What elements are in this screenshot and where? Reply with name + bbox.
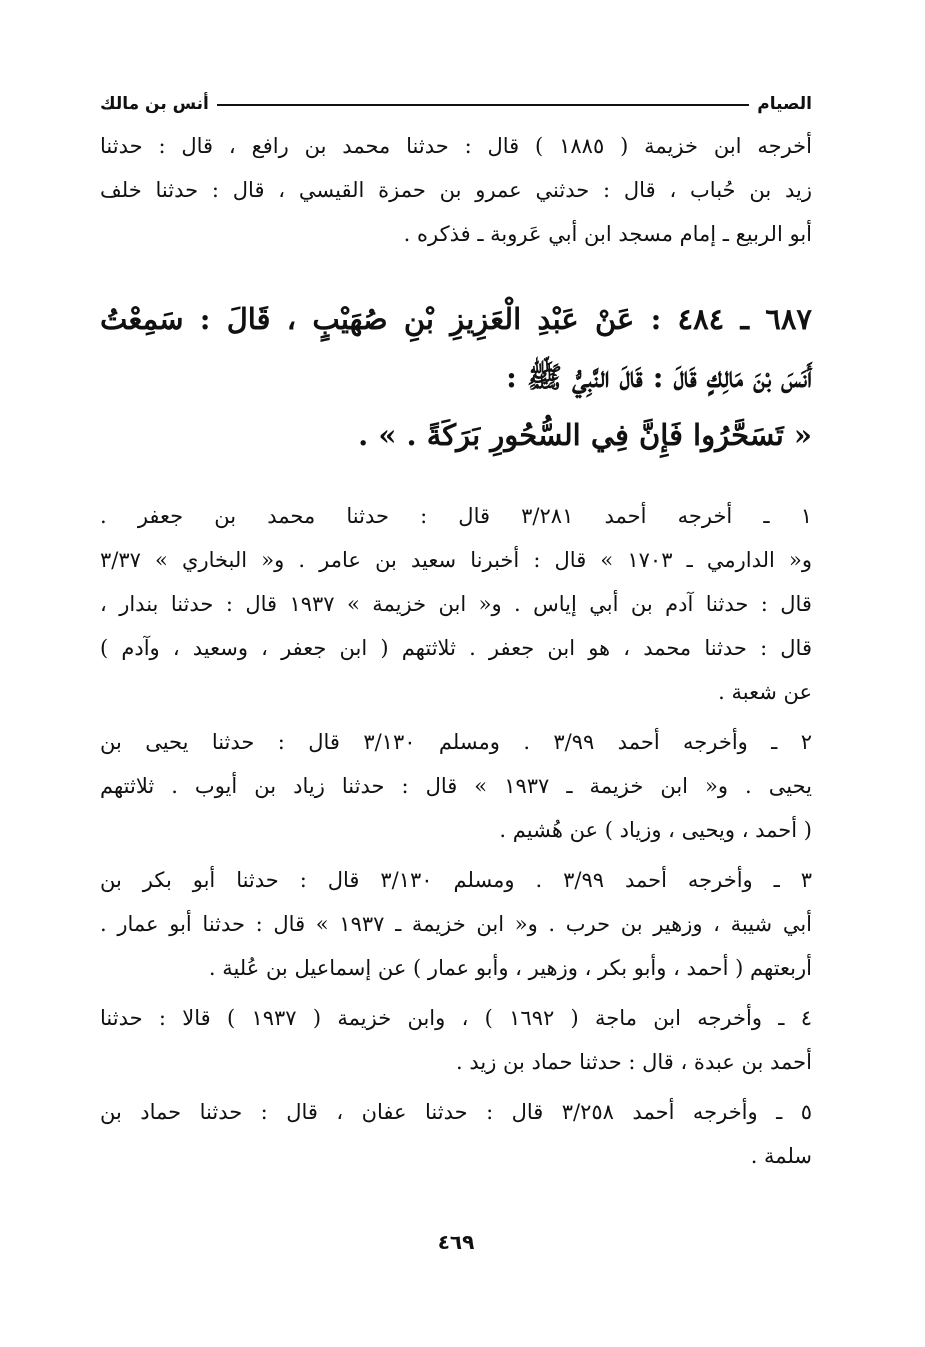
note-line: ١ ـ أخرجه أحمد ٣/٢٨١ قال : حدثنا محمد بن جعفر . [100,504,812,528]
note-4 [100,996,812,1084]
hadith-line: أَنَسَ بْنَ مَالِكٍ قَالَ : قَالَ النَّبِيُّ ﷺ : [506,360,812,394]
note-line: ٢ ـ وأخرجه أحمد ٣/٩٩ . ومسلم ٣/١٣٠ قال : حدثنا يحيى بن [100,730,812,754]
note-line: أحمد بن عبدة ، قال : حدثنا حماد بن زيد . [456,1050,812,1074]
note-line: أبي شيبة ، وزهير بن حرب . و« ابن خزيمة ـ ١٩٣٧ » قال : حدثنا أبو عمار . [100,912,812,936]
intro-line: أخرجه ابن خزيمة ( ١٨٨٥ ) قال : حدثنا محمد بن رافع ، قال : حدثنا [100,134,812,158]
note-line: يحيى . و« ابن خزيمة ـ ١٩٣٧ » قال : حدثنا زياد بن أيوب . ثلاثتهم [100,774,812,798]
note-line: قال : حدثنا آدم بن أبي إياس . و« ابن خزيمة » ١٩٣٧ قال : حدثنا بندار ، [100,592,812,616]
note-line: أربعتهم ( أحمد ، وأبو بكر ، وزهير ، وأبو عمار ) عن إسماعيل بن عُلية . [208,956,812,980]
narrator-title: أنس بن مالك [100,94,209,114]
note-3 [100,858,812,990]
chapter-title: الصيام [757,94,812,114]
hadith-text [100,290,812,464]
note-2 [100,720,812,852]
note-line: ٥ ـ وأخرجه أحمد ٣/٢٥٨ قال : حدثنا عفان ، قال : حدثنا حماد بن [100,1100,813,1124]
note-line: سلمة . [750,1144,812,1168]
note-line: قال : حدثنا محمد ، هو ابن جعفر . ثلاثتهم ( ابن جعفر ، وسعيد ، وآدم ) [100,636,812,660]
book-page [100,70,812,1290]
header-rule [217,104,749,106]
note-5 [100,1090,812,1178]
note-line: و« الدارمي ـ ١٧٠٣ » قال : أخبرنا سعيد بن عامر . و« البخاري » ٣/٣٧ [100,548,812,572]
page-number: ٤٦٩ [437,1230,475,1254]
note-1 [100,494,812,714]
takhrij-notes [100,494,812,1178]
intro-line: أبو الربيع ـ إمام مسجد ابن أبي عَروبة ـ فذكره . [403,222,812,246]
hadith-line: « تَسَحَّرُوا فَإِنَّ فِي السُّحُورِ بَرَكَةً . » . [358,418,812,452]
note-line: عن شعبة . [718,680,812,704]
hadith-line: ٦٨٧ ـ ٤٨٤ : عَنْ عَبْدِ الْعَزِيزِ بْنِ صُهَيْبٍ ، قَالَ : سَمِعْتُ [100,302,812,336]
intro-line: زيد بن حُباب ، قال : حدثني عمرو بن حمزة القيسي ، قال : حدثنا خلف [100,178,812,202]
note-line: ٤ ـ وأخرجه ابن ماجة ( ١٦٩٢ ) ، وابن خزيمة ( ١٩٣٧ ) قالا : حدثنا [100,1006,813,1030]
intro-paragraph [100,124,812,256]
note-line: ( أحمد ، ويحيى ، وزياد ) عن هُشيم . [499,818,812,842]
note-line: ٣ ـ وأخرجه أحمد ٣/٩٩ . ومسلم ٣/١٣٠ قال : حدثنا أبو بكر بن [100,868,812,892]
running-header [100,70,812,114]
